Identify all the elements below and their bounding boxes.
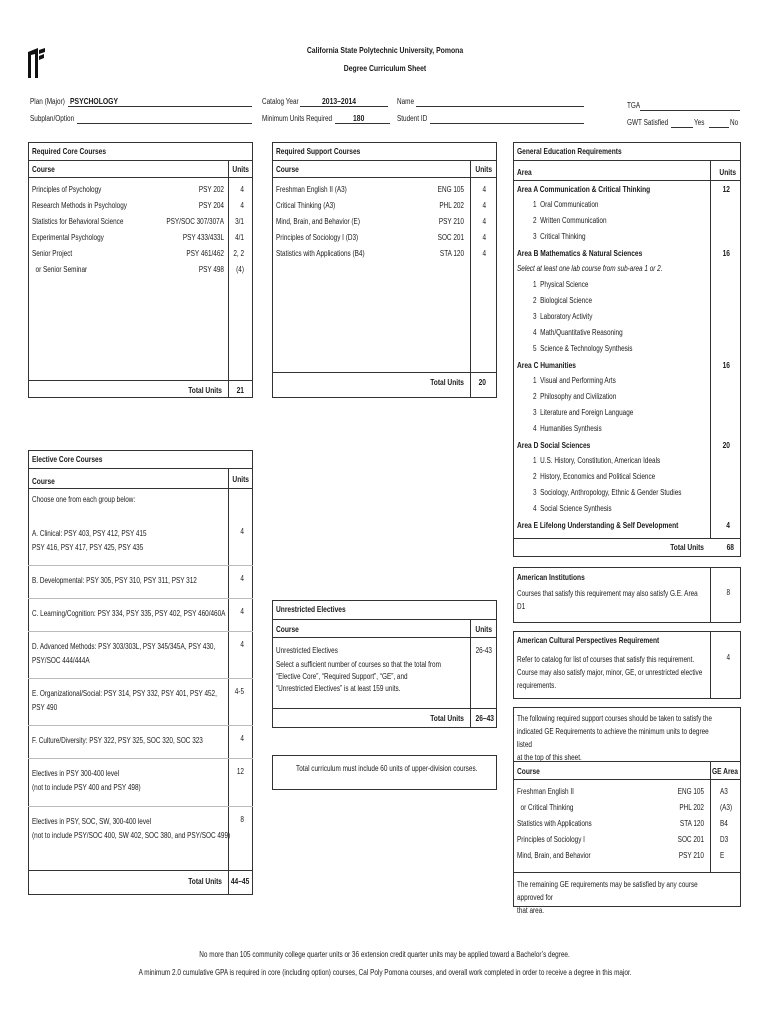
- unrestricted-total-label: Total Units: [430, 713, 464, 723]
- support-course-units: 4: [482, 217, 486, 226]
- name-field[interactable]: [416, 96, 584, 107]
- ge-subarea: 3 Literature and Foreign Language: [533, 408, 634, 417]
- core-total-value: 21: [236, 385, 244, 395]
- sheet-title: Degree Curriculum Sheet: [343, 63, 427, 73]
- row-divider: [28, 806, 253, 807]
- core-course-code: PSY 204: [198, 201, 224, 210]
- elective-group-units: 4: [240, 607, 244, 616]
- gwt-no-blank[interactable]: [709, 117, 729, 128]
- ge-support-course-area: E: [720, 851, 725, 860]
- core-course-name: Statistics for Behavioral Science: [32, 217, 124, 226]
- footer-line-1: No more than 105 community college quarter units or 36 extension credit quarter units may be applied toward a Bachelor’s degree.: [199, 950, 571, 959]
- elective-group-text: E. Organizational/Social: PSY 314, PSY 332, PSY 401, PSY 452, PSY 490: [32, 689, 217, 712]
- ge-subarea: 3 Critical Thinking: [533, 232, 586, 241]
- unrestricted-row-units: 26-43: [475, 646, 492, 655]
- unrestricted-col-course: Course: [276, 624, 299, 634]
- tga-label: TGA: [627, 101, 641, 110]
- support-course-name: Statistics with Applications (B4): [276, 249, 365, 258]
- ge-area-units: 16: [722, 248, 730, 258]
- elective-total-label: Total Units: [188, 876, 222, 886]
- elective-group-text: D. Advanced Methods: PSY 303/303L, PSY 345/345A, PSY 430, PSY/SOC 444/444A: [32, 642, 216, 665]
- elective-intro: Choose one from each group below:: [32, 495, 136, 504]
- core-course-name: Experimental Psychology: [32, 233, 104, 242]
- unrestricted-total-value: 26–43: [475, 713, 494, 723]
- ge-col-area: Area: [517, 167, 532, 177]
- support-course-name: Principles of Sociology I (D3): [276, 233, 359, 242]
- subplan-field[interactable]: [77, 113, 252, 124]
- elective-group-units: 12: [236, 767, 244, 776]
- ge-subarea: 1 Oral Communication: [533, 200, 599, 209]
- core-course-name: Senior Project: [32, 249, 73, 258]
- support-course-code: STA 120: [439, 249, 464, 258]
- elective-group-text: A. Clinical: PSY 403, PSY 412, PSY 415 PSY 416, PSY 417, PSY 425, PSY 435: [32, 529, 147, 552]
- footer-line-2-wrap: [0, 962, 770, 980]
- core-course-units: 4: [240, 185, 244, 194]
- unrestricted-col-units: Units: [475, 624, 492, 634]
- core-course-code: PSY 433/433L: [182, 233, 224, 242]
- ge-area-label: Area E Lifelong Understanding & Self Development: [517, 520, 679, 530]
- ge-subarea: 1 U.S. History, Constitution, American Ideals: [533, 456, 661, 465]
- ge-support-course-name: Mind, Brain, and Behavior: [517, 851, 591, 860]
- ge-support-course-name: or Critical Thinking: [517, 803, 574, 812]
- support-course-units: 4: [482, 185, 486, 194]
- core-course-units: 4: [240, 201, 244, 210]
- core-total-label: Total Units: [188, 385, 222, 395]
- ge-support-course-name: Freshman English II: [517, 787, 574, 796]
- ge-subarea: 4 Math/Quantitative Reasoning: [533, 328, 623, 337]
- ge-support-col-course: Course: [517, 766, 540, 776]
- name-label: Name: [397, 97, 415, 106]
- ge-area-units: 16: [722, 360, 730, 370]
- student-id-label: Student ID: [397, 114, 428, 123]
- core-col-course: Course: [32, 164, 55, 174]
- support-course-code: ENG 105: [437, 185, 464, 194]
- ge-support-course-code: STA 120: [679, 819, 704, 828]
- support-course-code: SOC 201: [437, 233, 464, 242]
- core-col-units: Units: [232, 164, 249, 174]
- row-divider: [28, 758, 253, 759]
- ge-subarea: 2 Biological Science: [533, 296, 593, 305]
- support-course-name: Critical Thinking (A3): [276, 201, 336, 210]
- unrestricted-description: Select a sufficient number of courses so that the total from “Elective Core”, “Required Support”, “GE”, and “Unrestricted Electives” is at least 159 units.: [276, 660, 441, 693]
- unrestricted-row-name: Unrestricted Electives: [276, 646, 338, 655]
- american-cultural-units: 4: [726, 653, 730, 662]
- elective-group-units: 8: [240, 815, 244, 824]
- american-cultural-title: American Cultural Perspectives Requirement: [517, 635, 660, 645]
- support-total-label: Total Units: [430, 377, 464, 387]
- american-cultural-text: Refer to catalog for list of courses that satisfy this requirement. Course may also satisfy major, minor, GE, or unrestricted elective requirements.: [517, 655, 703, 690]
- ge-support-course-code: PHL 202: [679, 803, 704, 812]
- support-course-name: Freshman English II (A3): [276, 185, 347, 194]
- gwt-no-label: No: [730, 118, 739, 127]
- american-institutions-units: 8: [726, 588, 730, 597]
- ge-subarea: 5 Science & Technology Synthesis: [533, 344, 633, 353]
- core-title: Required Core Courses: [32, 146, 107, 156]
- subplan-label: Subplan/Option: [30, 114, 75, 123]
- ge-area-units: 4: [726, 520, 730, 530]
- ge-total-label: Total Units: [670, 542, 704, 552]
- ge-support-course-area: B4: [720, 819, 728, 828]
- ge-subarea: 4 Humanities Synthesis: [533, 424, 602, 433]
- footer-line-1-wrap: [0, 944, 770, 962]
- core-course-units: 4/1: [235, 233, 244, 242]
- student-id-field[interactable]: [430, 113, 584, 124]
- american-institutions-title: American Institutions: [517, 572, 585, 582]
- ge-subarea: 1 Visual and Performing Arts: [533, 376, 616, 385]
- ge-subarea: 3 Sociology, Anthropology, Ethnic & Gender Studies: [533, 488, 682, 497]
- ge-support-col-area: GE Area: [712, 766, 738, 776]
- gwt-yes-label: Yes: [694, 118, 705, 127]
- min-units-field[interactable]: 180: [335, 113, 390, 124]
- elective-group-text: F. Culture/Diversity: PSY 322, PSY 325, SOC 320, SOC 323: [32, 736, 203, 745]
- ge-area-note: Select at least one lab course from sub-area 1 or 2.: [517, 264, 663, 273]
- ge-support-course-code: ENG 105: [677, 787, 704, 796]
- ge-subarea: 2 Philosophy and Civilization: [533, 392, 617, 401]
- row-divider: [28, 598, 253, 599]
- core-course-units: 3/1: [235, 217, 244, 226]
- core-course-name: Principles of Psychology: [32, 185, 102, 194]
- elective-title: Elective Core Courses: [32, 454, 103, 464]
- elective-group-text: C. Learning/Cognition: PSY 334, PSY 335, PSY 402, PSY 460/460A: [32, 609, 226, 618]
- plan-label: Plan (Major): [30, 97, 65, 106]
- american-institutions-text: Courses that satisfy this requirement may also satisfy G.E. Area D1: [517, 589, 698, 611]
- ge-area-units: 12: [722, 184, 730, 194]
- support-course-name: Mind, Brain, and Behavior (E): [276, 217, 360, 226]
- elective-group-units: 4: [240, 640, 244, 649]
- support-col-course: Course: [276, 164, 299, 174]
- ge-area-label: Area D Social Sciences: [517, 440, 591, 450]
- elective-group-units: 4: [240, 574, 244, 583]
- ge-subarea: 2 History, Economics and Political Science: [533, 472, 656, 481]
- ge-subarea: 4 Social Science Synthesis: [533, 504, 612, 513]
- support-title: Required Support Courses: [276, 146, 361, 156]
- support-course-code: PHL 202: [439, 201, 464, 210]
- ge-support-course-code: SOC 201: [677, 835, 704, 844]
- elective-group-units: 4: [240, 734, 244, 743]
- elective-group-units: 4: [240, 527, 244, 536]
- ge-support-course-area: (A3): [720, 803, 733, 812]
- ge-title: General Education Requirements: [517, 146, 622, 156]
- support-course-units: 4: [482, 201, 486, 210]
- support-total-value: 20: [478, 377, 486, 387]
- core-course-name: Research Methods in Psychology: [32, 201, 127, 210]
- elective-group-text: Electives in PSY, SOC, SW, 300-400 level (not to include PSY/SOC 400, SW 402, SOC 380, and PSY/SOC 499): [32, 817, 231, 840]
- support-col-units: Units: [475, 164, 492, 174]
- ge-support-footer: The remaining GE requirements may be satisfied by any course approved for that area.: [517, 880, 698, 915]
- ge-total-value: 68: [726, 542, 734, 552]
- support-course-units: 4: [482, 249, 486, 258]
- min-units-label: Minimum Units Required: [262, 114, 333, 123]
- core-course-name: or Senior Seminar: [32, 265, 88, 274]
- ge-area-label: Area B Mathematics & Natural Sciences: [517, 248, 643, 258]
- core-course-code: PSY/SOC 307/307A: [166, 217, 224, 226]
- ge-area-label: Area C Humanities: [517, 360, 576, 370]
- university-logo-icon: [26, 48, 46, 78]
- support-course-units: 4: [482, 233, 486, 242]
- plan-field[interactable]: PSYCHOLOGY: [68, 96, 252, 107]
- footer-line-2: A minimum 2.0 cumulative GPA is required in core (including option) courses, Cal Poly Pomona courses, and overall work completed in order to receive a degree in this major.: [138, 968, 632, 977]
- tga-field[interactable]: [640, 100, 740, 111]
- ge-subarea: 3 Laboratory Activity: [533, 312, 593, 321]
- gwt-yes-blank[interactable]: [671, 117, 693, 128]
- ge-area-units: 20: [722, 440, 730, 450]
- ge-subarea: 2 Written Communication: [533, 216, 607, 225]
- elective-col-course: Course: [32, 476, 55, 486]
- core-course-units: (4): [236, 265, 244, 274]
- unrestricted-title: Unrestricted Electives: [276, 604, 346, 614]
- row-divider: [28, 631, 253, 632]
- core-course-code: PSY 461/462: [186, 249, 224, 258]
- ge-support-course-area: A3: [720, 787, 728, 796]
- row-divider: [28, 725, 253, 726]
- ge-support-intro: The following required support courses should be taken to satisfy the indicated GE Requirements to achieve the minimum units to degree listed at the top of this sheet.: [517, 714, 712, 762]
- core-course-units: 2, 2: [233, 249, 244, 258]
- required-support-section: [272, 142, 497, 398]
- support-course-code: PSY 210: [438, 217, 464, 226]
- ge-support-course-code: PSY 210: [678, 851, 704, 860]
- elective-group-text: Electives in PSY 300-400 level (not to include PSY 400 and PSY 498): [32, 769, 141, 792]
- ge-subarea: 1 Physical Science: [533, 280, 589, 289]
- ge-support-course-area: D3: [720, 835, 729, 844]
- elective-group-text: B. Developmental: PSY 305, PSY 310, PSY 311, PSY 312: [32, 576, 197, 585]
- core-course-code: PSY 498: [198, 265, 224, 274]
- ge-support-course-name: Principles of Sociology I: [517, 835, 585, 844]
- ge-area-label: Area A Communication & Critical Thinking: [517, 184, 651, 194]
- elective-total-value: 44–45: [230, 876, 250, 886]
- upper-division-note: Total curriculum must include 60 units of upper-division courses.: [296, 764, 478, 773]
- row-divider: [28, 565, 253, 566]
- core-course-code: PSY 202: [198, 185, 224, 194]
- catalog-year-field[interactable]: 2013–2014: [300, 96, 388, 107]
- ge-col-units: Units: [719, 167, 736, 177]
- gwt-label: GWT Satisfied: [627, 118, 669, 127]
- elective-col-units: Units: [232, 474, 249, 484]
- elective-group-units: 4-5: [234, 687, 244, 696]
- catalog-year-label: Catalog Year: [262, 97, 299, 106]
- row-divider: [28, 678, 253, 679]
- university-name: California State Polytechnic University, Pomona: [306, 45, 464, 55]
- ge-support-course-name: Statistics with Applications: [517, 819, 592, 828]
